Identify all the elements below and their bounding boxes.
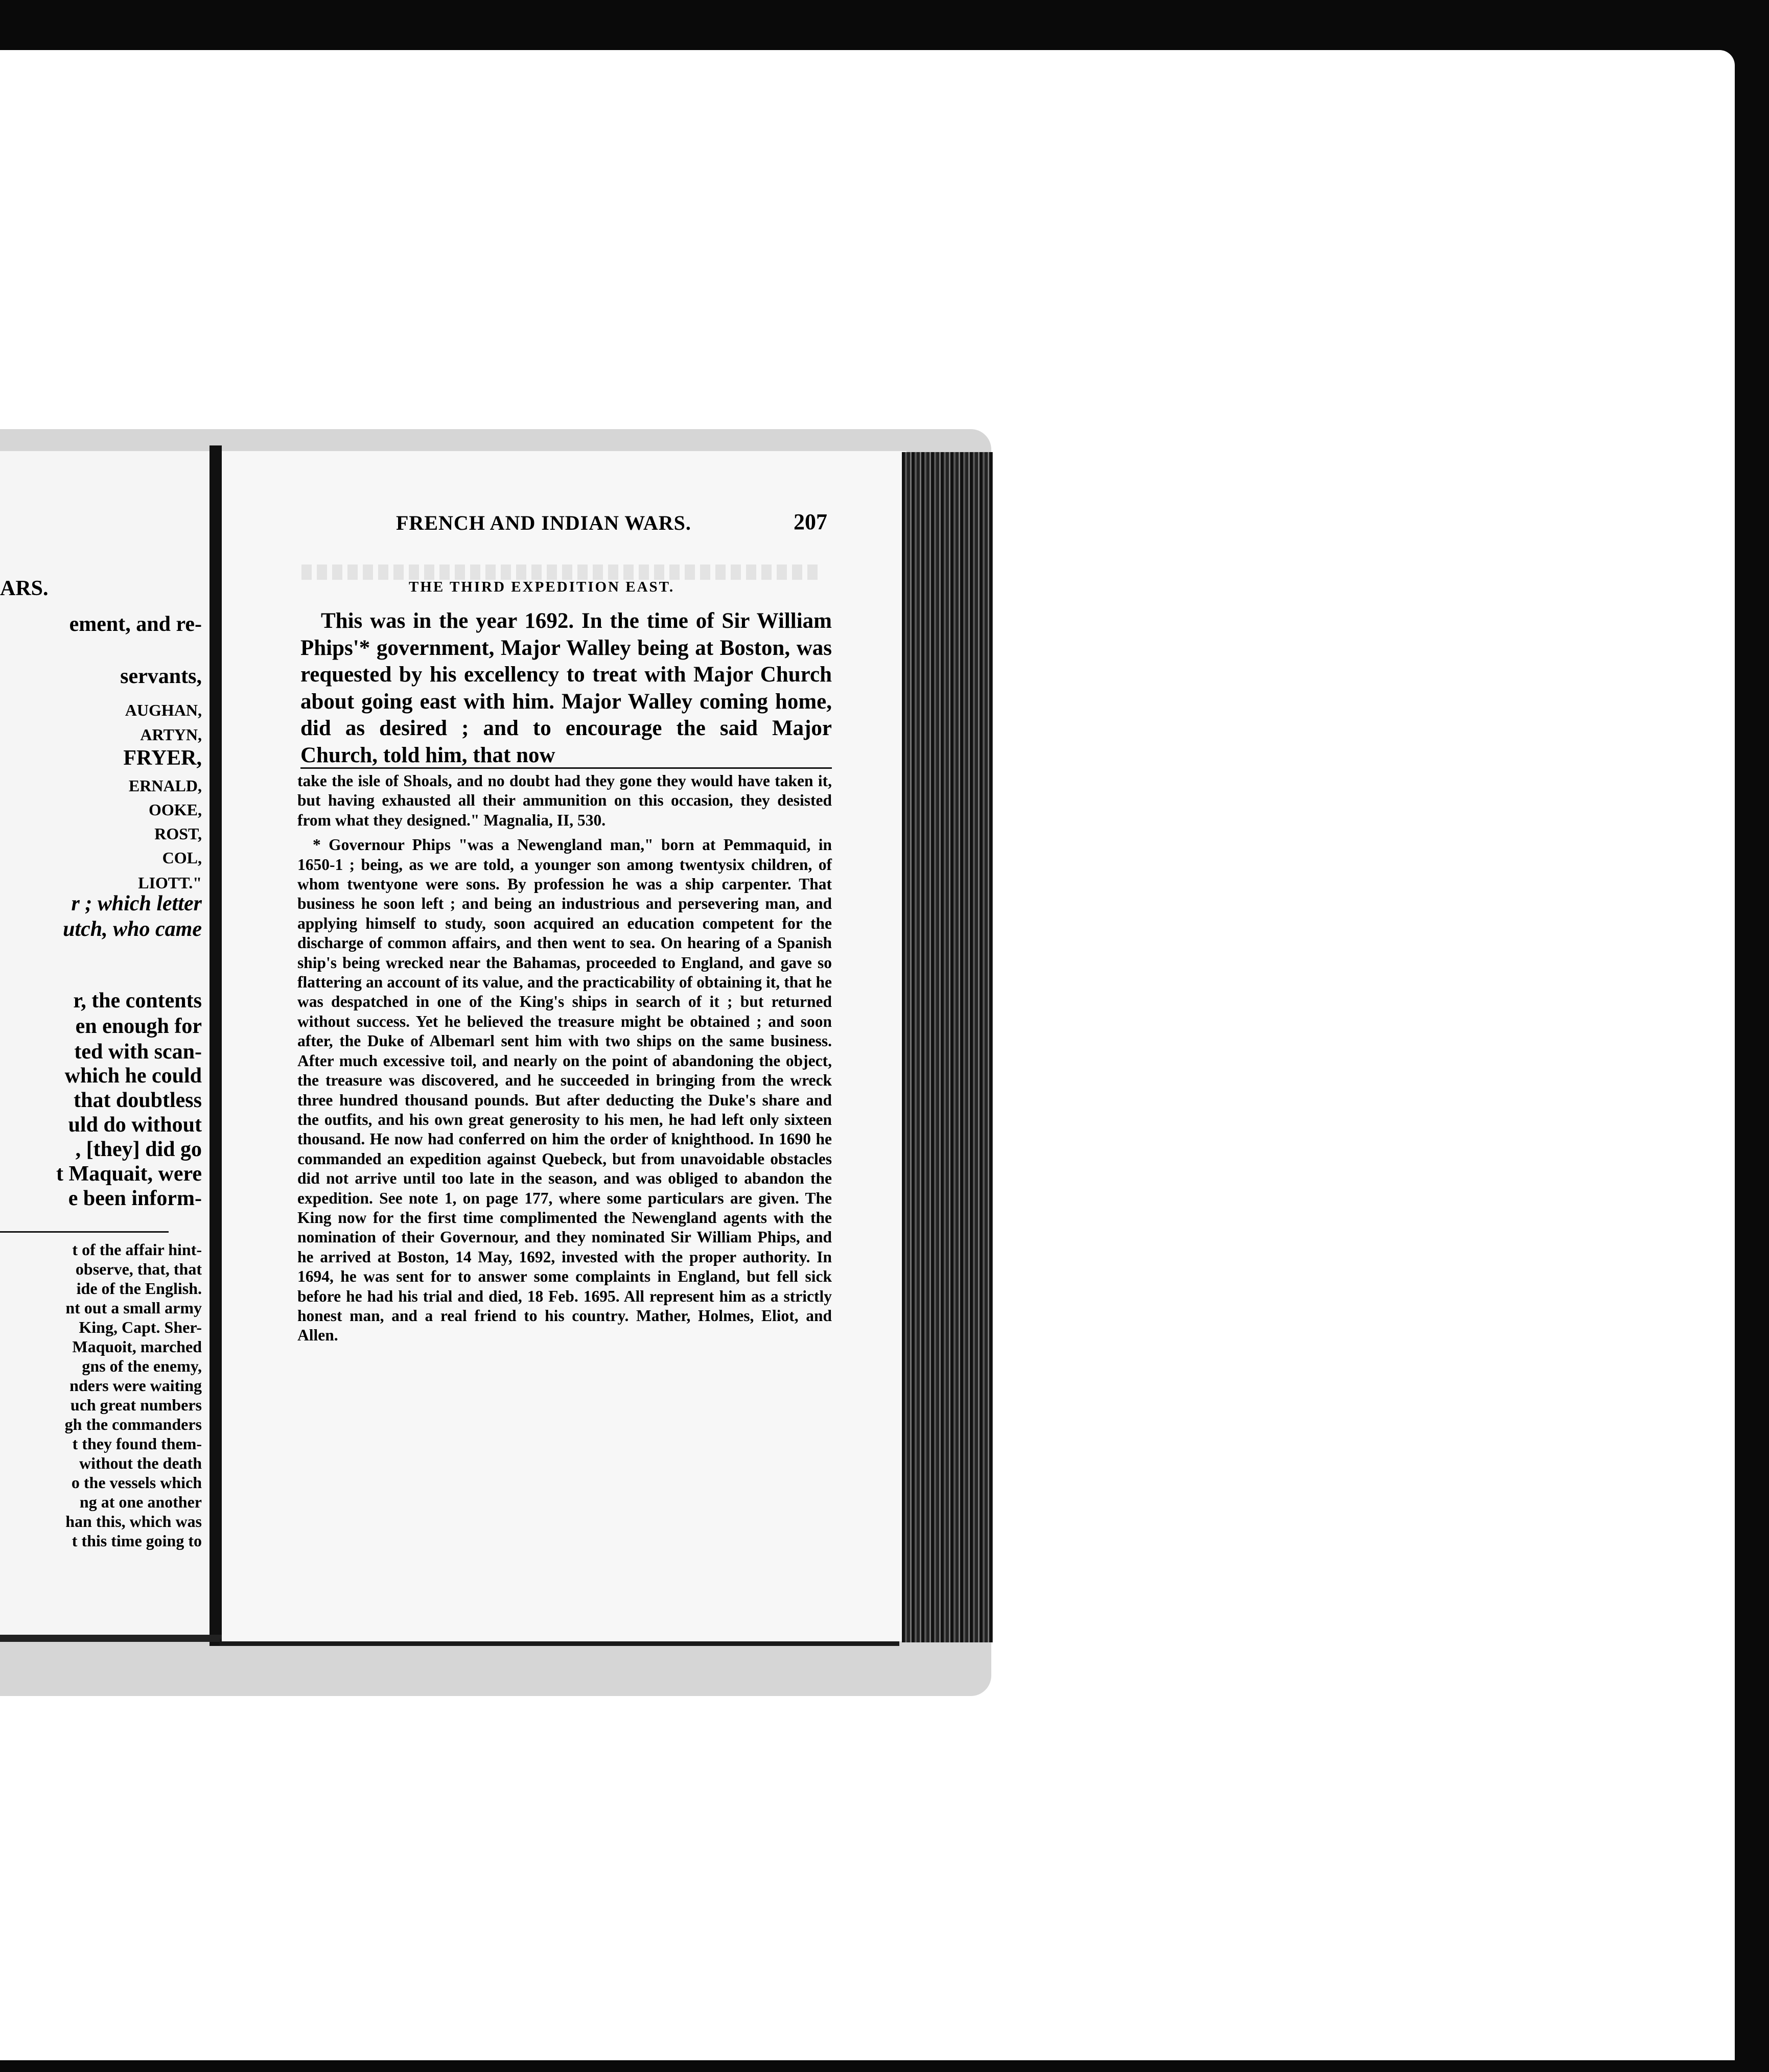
left-footnote-line: han this, which was xyxy=(65,1512,202,1531)
left-line: ted with scan- xyxy=(74,1040,202,1064)
left-page-heading: ARS. xyxy=(0,577,49,600)
left-line: ARTYN, xyxy=(140,725,202,744)
left-footnote-rule xyxy=(0,1231,169,1233)
left-footnote-line: King, Capt. Sher- xyxy=(79,1318,202,1336)
left-footnote-line: nt out a small army xyxy=(65,1299,202,1317)
left-line: OOKE, xyxy=(148,800,202,819)
left-footnote-line: gns of the enemy, xyxy=(82,1357,202,1375)
left-line: en enough for xyxy=(75,1015,202,1038)
show-through-text xyxy=(301,564,823,580)
footnote-continued: take the isle of Shoals, and no doubt had they gone they would have taken it, but having exhausted all their ammunition on this occasion, they desisted from what they designed." Magnalia, II, 530. xyxy=(297,772,832,829)
left-line: LIOTT." xyxy=(138,874,202,892)
footnote-phips: * Governour Phips "was a Newengland man," born at Pemmaquid, in 1650-1 ; being, as we are told, a younger son among twentysix children, of whom twentyone were sons. By profession he was a ship carpenter. That business he soon left ; and being an industrious and persevering man, and applying himself to study, soon acquired an education competent for the discharge of common affairs, and then went to sea. On hearing of a Spanish ship's being wrecked near the Bahamas, proceeded to England, and gave so flattering an account of its value, and the practicability of obtaining it, that he was despatched in one of the King's ships in search of it ; but returned without success. Yet he believed the treasure might be obtained ; and soon after, the Duke of Albemarl sent him with two ships on the same business. After much excessive toil, and nearly on the point of abandoning the object, the treasure was discovered, and he succeeded in bringing from the wreck three hundred thousand pounds. But after deducting the Duke's share and the outfits, and his own great generosity to his men, he had left only sixteen thousand. He now had conferred on him the order of knighthood. In 1690 he commanded an expedition against Quebeck, but from unavoidable obstacles did not arrive until too late in the season, and was obliged to abandon the expedition. See note 1, on page 177, where some particulars are given. The King now for the first time complimented the Newengland agents with the nomination of their Governour, and they nominated Sir William Phips, and he arrived at Boston, 14 May, 1692, invested with the proper authority. In 1694, he was sent for to answer some complaints in England, but fell sick before he had his trial and died, 18 Feb. 1695. All represent him as a strictly honest man, and a real friend to his country. Mather, Holmes, Eliot, and Allen. xyxy=(297,836,832,1345)
left-footnote-line: t of the affair hint- xyxy=(72,1240,202,1259)
body-paragraph: This was in the year 1692. In the time of Sir William Phips'* government, Major Walley being at Boston, was requested by his excellency to treat with Major Church about going east with him. Major Walley coming home, did as desired ; and to encourage the said Major Church, told him, that now xyxy=(300,609,832,767)
left-footnote-line: nders were waiting xyxy=(69,1376,202,1395)
body-text xyxy=(300,608,832,769)
left-line: AUGHAN, xyxy=(125,701,202,719)
left-line: uld do without xyxy=(68,1113,202,1137)
left-line: e been inform- xyxy=(68,1187,202,1210)
left-footnote-line: without the death xyxy=(79,1454,202,1472)
left-footnote-line: t this time going to xyxy=(72,1532,202,1550)
left-footnote-line: Maquoit, marched xyxy=(72,1337,202,1356)
left-line: servants, xyxy=(120,665,202,688)
left-footnote-line: uch great numbers xyxy=(70,1396,202,1414)
left-line: ERNALD, xyxy=(128,776,202,795)
left-line: ROST, xyxy=(154,825,202,843)
left-line: r, the contents xyxy=(73,989,202,1013)
book-fore-edge xyxy=(902,452,993,1642)
left-footnote-line: ng at one another xyxy=(79,1493,202,1511)
left-line: ement, and re- xyxy=(69,613,202,636)
left-line: that doubtless xyxy=(74,1089,202,1112)
left-footnote-line: t they found them- xyxy=(72,1434,202,1453)
left-line: r ; which letter xyxy=(71,892,202,915)
left-footnote-line: observe, that, that xyxy=(75,1260,202,1278)
book-gutter xyxy=(210,445,222,1646)
footnote-rule xyxy=(300,767,832,769)
left-line: which he could xyxy=(64,1064,202,1088)
left-line: COL, xyxy=(162,849,202,867)
left-footnote-line: o the vessels which xyxy=(71,1473,202,1492)
left-footnote-line: ide of the English. xyxy=(76,1279,202,1298)
section-heading: THE THIRD EXPEDITION EAST. xyxy=(409,579,675,595)
running-head: FRENCH AND INDIAN WARS. xyxy=(396,511,691,534)
left-line: t Maquait, were xyxy=(56,1162,202,1186)
left-line: , [they] did go xyxy=(75,1138,202,1161)
left-page-bottom-edge xyxy=(0,1635,227,1642)
page-number: 207 xyxy=(794,509,827,534)
left-footnote-line: gh the commanders xyxy=(64,1415,202,1433)
left-line: FRYER, xyxy=(123,746,202,770)
footnotes xyxy=(297,771,832,1346)
left-line: utch, who came xyxy=(63,917,202,941)
